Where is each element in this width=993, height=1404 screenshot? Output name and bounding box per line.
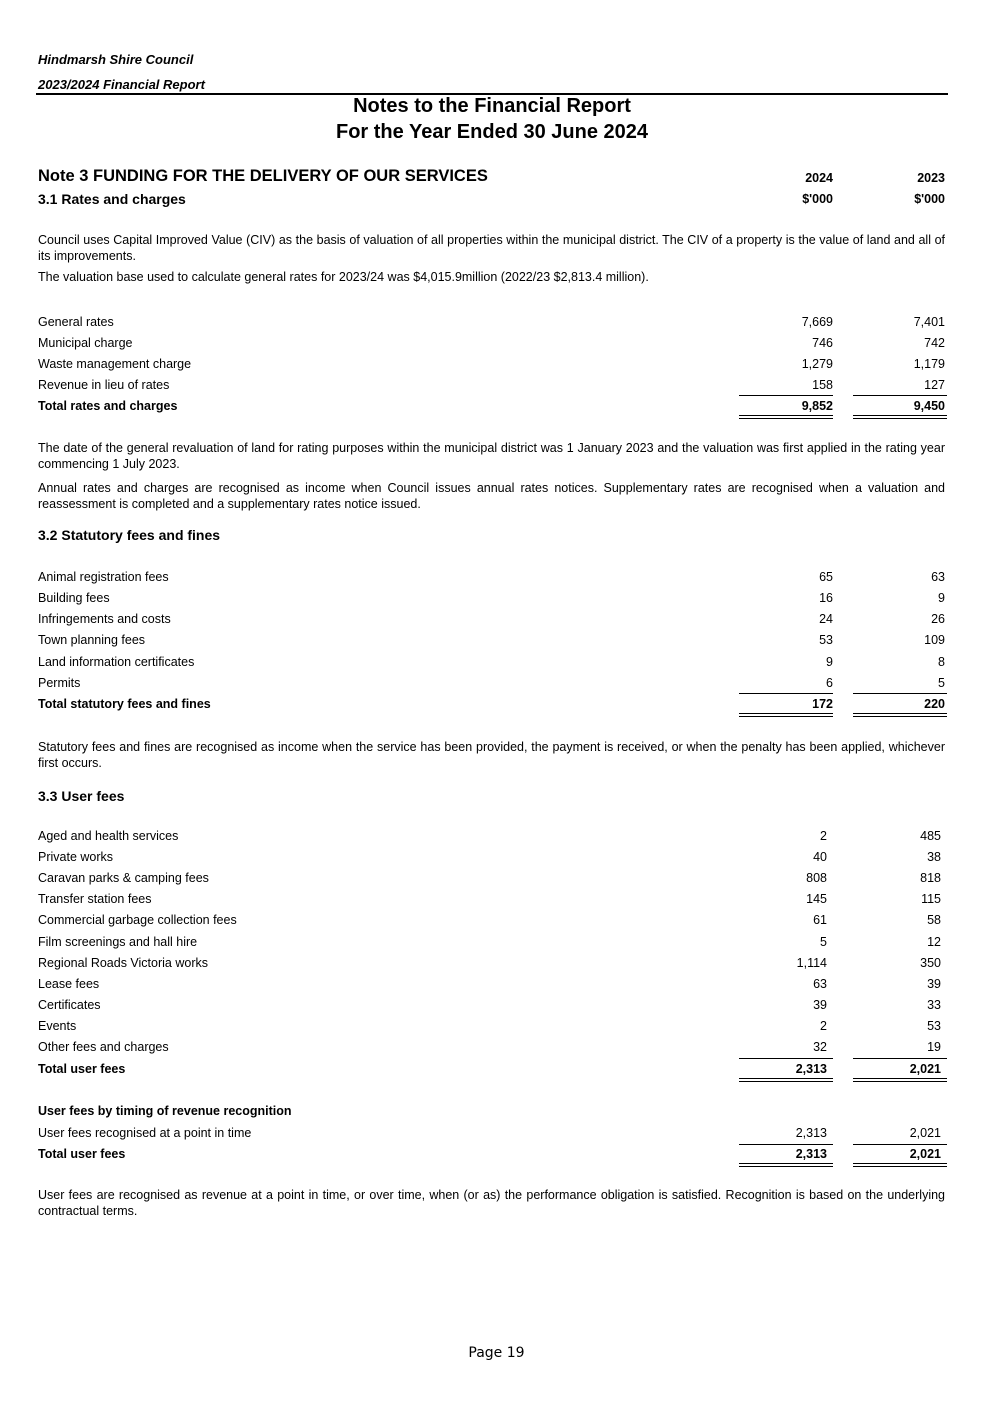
row-value-2023: 127 bbox=[924, 378, 945, 392]
row-label: Animal registration fees bbox=[38, 570, 169, 584]
table-row bbox=[38, 935, 945, 955]
row-value-2023: 33 bbox=[927, 998, 941, 1012]
row-value-2024: 61 bbox=[813, 913, 827, 927]
rates-paragraph-revaluation: The date of the general revaluation of land for rating purposes within the municipal district was 1 January 2023 and the valuation was first applied in the rating year commencing 1 July 2023. bbox=[38, 441, 945, 471]
total-double-rule-2023 bbox=[853, 1163, 947, 1167]
row-label: General rates bbox=[38, 315, 114, 329]
row-value-2023: 485 bbox=[920, 829, 941, 843]
row-value-2024: 63 bbox=[813, 977, 827, 991]
row-value-2024: 2 bbox=[820, 1019, 827, 1033]
table-row bbox=[38, 998, 945, 1018]
table-row bbox=[38, 871, 945, 891]
page-number: Page 19 bbox=[468, 1345, 525, 1361]
row-label: Municipal charge bbox=[38, 336, 133, 350]
table-row bbox=[38, 612, 945, 632]
table-row bbox=[38, 913, 945, 933]
row-label: Regional Roads Victoria works bbox=[38, 956, 208, 970]
table-row bbox=[38, 977, 945, 997]
subtotal-rule-2023 bbox=[853, 1058, 947, 1059]
row-value-2024: 39 bbox=[813, 998, 827, 1012]
total-double-rule-2023 bbox=[853, 415, 947, 419]
row-value-2024: 65 bbox=[819, 570, 833, 584]
total-value-2023: 2,021 bbox=[909, 1147, 941, 1161]
table-row bbox=[38, 956, 945, 976]
timing-heading bbox=[38, 1104, 945, 1124]
subtotal-rule-2023 bbox=[853, 1144, 947, 1145]
row-value-2024: 24 bbox=[819, 612, 833, 626]
row-label: Film screenings and hall hire bbox=[38, 935, 198, 949]
row-value-2023: 5 bbox=[938, 676, 945, 690]
total-value-2023: 220 bbox=[924, 697, 945, 711]
total-double-rule-2024 bbox=[739, 415, 833, 419]
row-label: User fees recognised at a point in time bbox=[38, 1126, 252, 1140]
row-label: Infringements and costs bbox=[38, 612, 171, 626]
row-label: Land information certificates bbox=[38, 655, 195, 669]
row-value-2024: 9 bbox=[826, 655, 833, 669]
row-label: Private works bbox=[38, 850, 114, 864]
unit-header-2024: $'000 bbox=[802, 192, 833, 206]
row-value-2023: 350 bbox=[920, 956, 941, 970]
table-row bbox=[38, 336, 945, 356]
statutory-paragraph-recognition: Statutory fees and fines are recognised as income when the service has been provided, the payment is received, or when the penalty has been applied, whichever first occurs. bbox=[38, 740, 945, 770]
row-value-2023: 26 bbox=[931, 612, 945, 626]
row-label: Caravan parks & camping fees bbox=[38, 871, 209, 885]
organisation-name: Hindmarsh Shire Council bbox=[38, 52, 194, 67]
total-value-2024: 2,313 bbox=[795, 1062, 827, 1076]
table-row bbox=[38, 1040, 945, 1060]
row-label: Building fees bbox=[38, 591, 110, 605]
subtotal-rule-2024 bbox=[739, 395, 833, 396]
section-heading-rates: 3.1 Rates and charges bbox=[38, 191, 186, 207]
row-label: Town planning fees bbox=[38, 633, 146, 647]
total-double-rule-2023 bbox=[853, 713, 947, 717]
table-row bbox=[38, 1126, 945, 1146]
total-label: Total statutory fees and fines bbox=[38, 697, 211, 711]
row-label: Permits bbox=[38, 676, 81, 690]
row-label: Events bbox=[38, 1019, 77, 1033]
row-value-2024: 1,114 bbox=[796, 956, 827, 970]
total-double-rule-2024 bbox=[739, 713, 833, 717]
row-value-2023: 1,179 bbox=[913, 357, 945, 371]
row-value-2023: 19 bbox=[927, 1040, 941, 1054]
row-value-2023: 58 bbox=[927, 913, 941, 927]
row-label: Other fees and charges bbox=[38, 1040, 169, 1054]
row-value-2023: 38 bbox=[927, 850, 941, 864]
table-row bbox=[38, 633, 945, 653]
total-value-2024: 172 bbox=[812, 697, 833, 711]
row-value-2024: 7,669 bbox=[801, 315, 833, 329]
table-row bbox=[38, 892, 945, 912]
table-row bbox=[38, 850, 945, 870]
row-value-2024: 145 bbox=[806, 892, 827, 906]
total-double-rule-2024 bbox=[739, 1078, 833, 1082]
row-label: Commercial garbage collection fees bbox=[38, 913, 237, 927]
subtotal-rule-2024 bbox=[739, 1144, 833, 1145]
row-value-2023: 818 bbox=[920, 871, 941, 885]
report-name: 2023/2024 Financial Report bbox=[38, 77, 205, 92]
row-value-2023: 53 bbox=[927, 1019, 941, 1033]
timing-heading-label: User fees by timing of revenue recognition bbox=[38, 1104, 292, 1118]
row-label: Revenue in lieu of rates bbox=[38, 378, 170, 392]
total-double-rule-2023 bbox=[853, 1078, 947, 1082]
row-value-2024: 53 bbox=[819, 633, 833, 647]
table-row bbox=[38, 655, 945, 675]
section-heading-user-fees: 3.3 User fees bbox=[38, 788, 125, 804]
page-title-line2: For the Year Ended 30 June 2024 bbox=[336, 121, 648, 143]
column-header-2024: 2024 bbox=[805, 171, 833, 185]
row-label: Aged and health services bbox=[38, 829, 179, 843]
total-label: Total user fees bbox=[38, 1062, 126, 1076]
rates-paragraph-civ: Council uses Capital Improved Value (CIV) as the basis of valuation of all properties within the municipal district. The CIV of a property is the value of land and all of its improvements. bbox=[38, 233, 945, 263]
user-fees-paragraph-recognition: User fees are recognised as revenue at a point in time, or over time, when (or as) the performance obligation is satisfied. Recognition is based on the underlying contractual terms. bbox=[38, 1188, 945, 1218]
row-value-2023: 9 bbox=[938, 591, 945, 605]
row-value-2023: 12 bbox=[927, 935, 941, 949]
row-value-2023: 39 bbox=[927, 977, 941, 991]
row-value-2024: 158 bbox=[812, 378, 833, 392]
subtotal-rule-2023 bbox=[853, 693, 947, 694]
row-value-2024: 40 bbox=[813, 850, 827, 864]
unit-header-2023: $'000 bbox=[914, 192, 945, 206]
row-value-2024: 808 bbox=[806, 871, 827, 885]
table-row bbox=[38, 1019, 945, 1039]
row-value-2024: 16 bbox=[819, 591, 833, 605]
row-value-2023: 2,021 bbox=[909, 1126, 941, 1140]
table-row bbox=[38, 591, 945, 611]
row-value-2023: 109 bbox=[924, 633, 945, 647]
row-value-2024: 6 bbox=[826, 676, 833, 690]
row-value-2023: 115 bbox=[921, 892, 941, 906]
row-value-2023: 63 bbox=[931, 570, 945, 584]
row-value-2023: 742 bbox=[924, 336, 945, 350]
table-row bbox=[38, 357, 945, 377]
page-title-line1: Notes to the Financial Report bbox=[353, 95, 631, 117]
total-double-rule-2024 bbox=[739, 1163, 833, 1167]
row-value-2024: 746 bbox=[812, 336, 833, 350]
row-label: Certificates bbox=[38, 998, 101, 1012]
row-label: Waste management charge bbox=[38, 357, 192, 371]
subtotal-rule-2024 bbox=[739, 693, 833, 694]
row-value-2024: 2 bbox=[820, 829, 827, 843]
row-value-2023: 8 bbox=[938, 655, 945, 669]
table-row bbox=[38, 570, 945, 590]
total-value-2024: 2,313 bbox=[795, 1147, 827, 1161]
column-header-2023: 2023 bbox=[917, 171, 945, 185]
total-label: Total rates and charges bbox=[38, 399, 178, 413]
row-value-2024: 32 bbox=[813, 1040, 827, 1054]
section-heading-statutory: 3.2 Statutory fees and fines bbox=[38, 527, 221, 543]
row-label: Lease fees bbox=[38, 977, 100, 991]
rates-paragraph-valuation: The valuation base used to calculate general rates for 2023/24 was $4,015.9million (2022/23 $2,813.4 million). bbox=[38, 270, 649, 284]
note-title: Note 3 FUNDING FOR THE DELIVERY OF OUR SERVICES bbox=[38, 167, 488, 185]
row-value-2024: 2,313 bbox=[795, 1126, 827, 1140]
total-value-2023: 2,021 bbox=[909, 1062, 941, 1076]
row-value-2024: 5 bbox=[820, 935, 827, 949]
rates-paragraph-recognition: Annual rates and charges are recognised as income when Council issues annual rates notices. Supplementary rates are recognised when a valuation and reassessment is completed and a supplementary rates notice issued. bbox=[38, 481, 945, 511]
row-label: Transfer station fees bbox=[38, 892, 152, 906]
table-row bbox=[38, 829, 945, 849]
total-label: Total user fees bbox=[38, 1147, 126, 1161]
total-value-2024: 9,852 bbox=[801, 399, 833, 413]
row-value-2024: 1,279 bbox=[801, 357, 833, 371]
table-row bbox=[38, 315, 945, 335]
total-value-2023: 9,450 bbox=[913, 399, 945, 413]
subtotal-rule-2024 bbox=[739, 1058, 833, 1059]
subtotal-rule-2023 bbox=[853, 395, 947, 396]
row-value-2023: 7,401 bbox=[913, 315, 945, 329]
